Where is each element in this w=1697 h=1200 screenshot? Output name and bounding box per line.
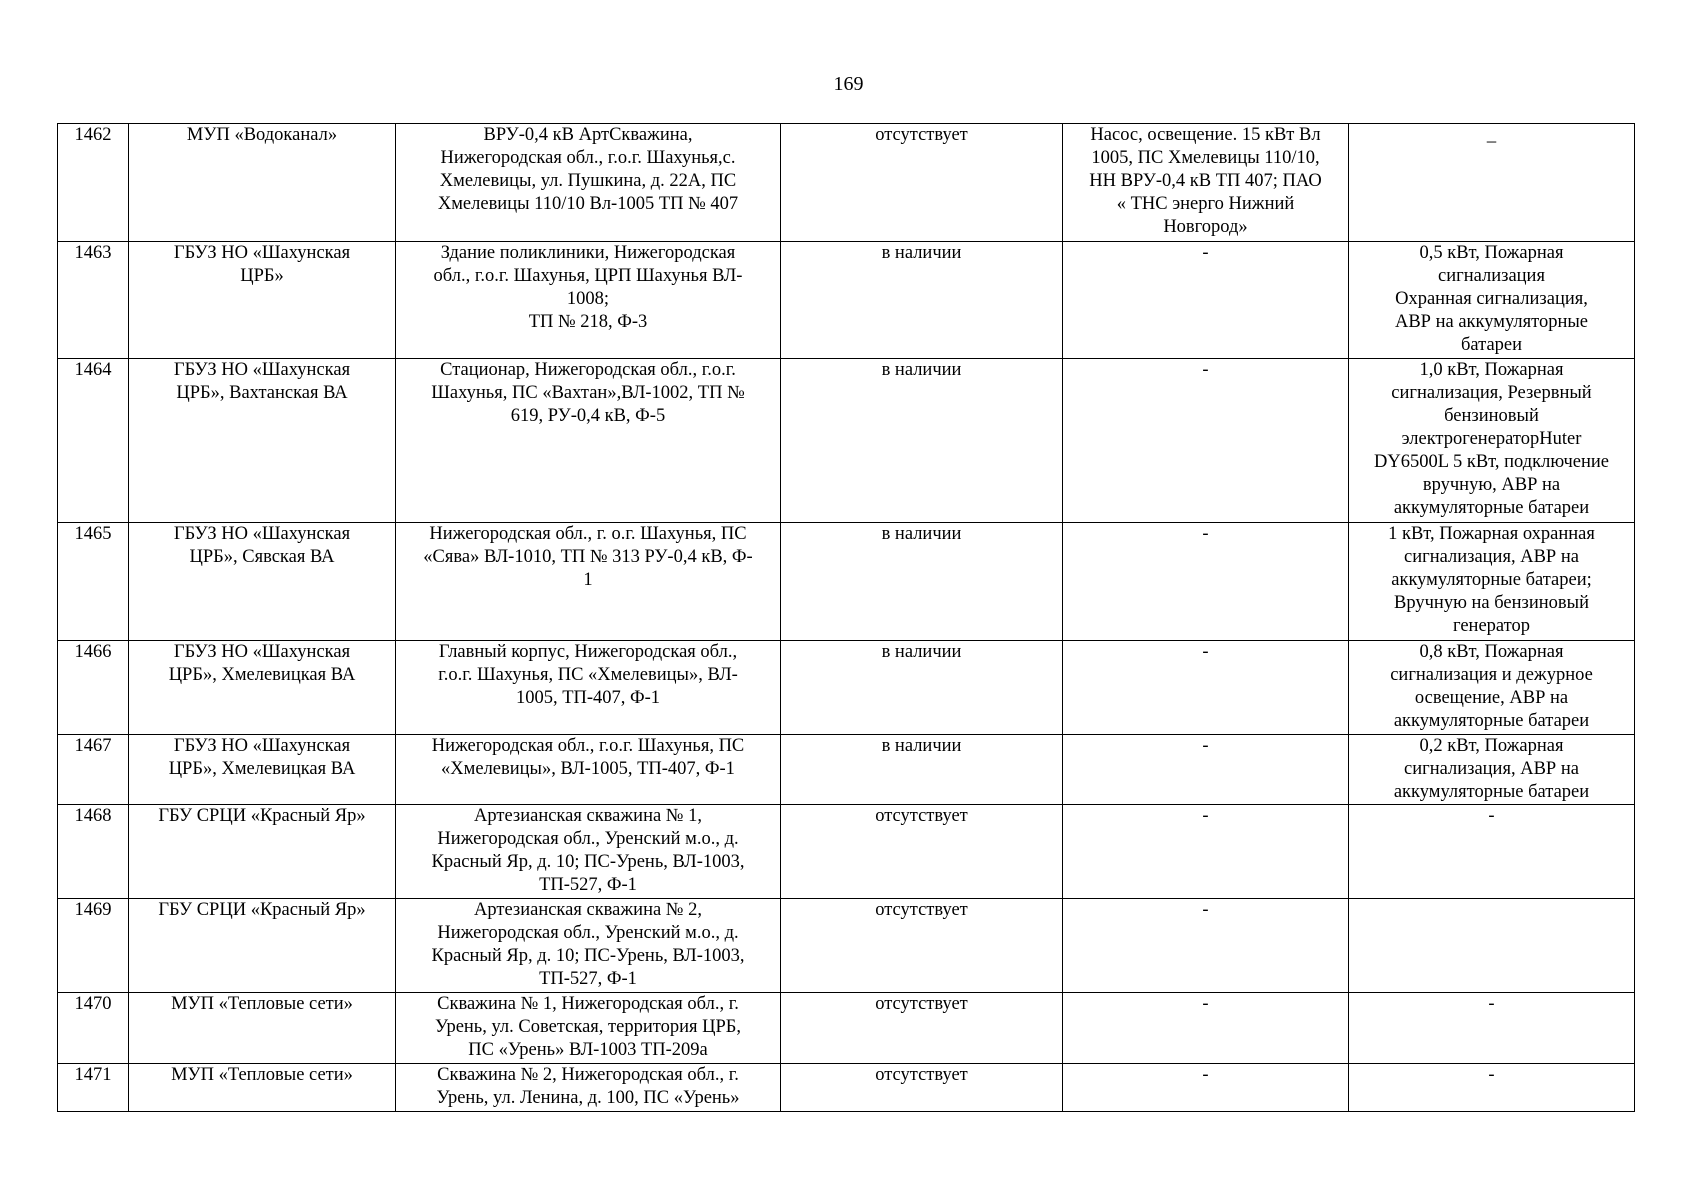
address-cell: Артезианская скважина № 1, Нижегородская обл., Уренский м.о., д. Красный Яр, д. 10; ПС-Урень, ВЛ-1003, ТП-527, Ф-1 — [396, 805, 781, 899]
reserve-status-cell: отсутствует — [781, 899, 1063, 993]
organization-cell: МУП «Водоканал» — [129, 124, 396, 242]
note-cell — [1349, 899, 1635, 993]
table-row — [58, 359, 1635, 523]
organization-cell: ГБУ СРЦИ «Красный Яр» — [129, 805, 396, 899]
address-cell: Артезианская скважина № 2, Нижегородская обл., Уренский м.о., д. Красный Яр, д. 10; ПС-Урень, ВЛ-1003, ТП-527, Ф-1 — [396, 899, 781, 993]
note-cell: - — [1349, 993, 1635, 1064]
note-cell: 0,5 кВт, Пожарная сигнализация Охранная сигнализация, АВР на аккумуляторные батареи — [1349, 242, 1635, 359]
address-cell: Скважина № 1, Нижегородская обл., г. Урень, ул. Советская, территория ЦРБ, ПС «Урень» ВЛ-1003 ТП-209а — [396, 993, 781, 1064]
row-number-cell: 1463 — [58, 242, 129, 359]
load-cell: - — [1063, 899, 1349, 993]
address-cell: Скважина № 2, Нижегородская обл., г. Урень, ул. Ленина, д. 100, ПС «Урень» — [396, 1064, 781, 1112]
row-number-cell: 1471 — [58, 1064, 129, 1112]
reserve-status-cell: отсутствует — [781, 1064, 1063, 1112]
load-cell: - — [1063, 523, 1349, 641]
address-cell: ВРУ-0,4 кВ АртСкважина, Нижегородская обл., г.о.г. Шахунья,с. Хмелевицы, ул. Пушкина, д. 22А, ПС Хмелевицы 110/10 Вл-1005 ТП № 407 — [396, 124, 781, 242]
row-number-cell: 1468 — [58, 805, 129, 899]
load-cell: - — [1063, 359, 1349, 523]
table-row — [58, 993, 1635, 1064]
note-cell: 1 кВт, Пожарная охранная сигнализация, АВР на аккумуляторные батареи; Вручную на бензиновый генератор — [1349, 523, 1635, 641]
reserve-status-cell: в наличии — [781, 359, 1063, 523]
reserve-status-cell: в наличии — [781, 523, 1063, 641]
note-cell: - — [1349, 1064, 1635, 1112]
load-cell: - — [1063, 1064, 1349, 1112]
organization-cell: ГБУ СРЦИ «Красный Яр» — [129, 899, 396, 993]
table-row — [58, 735, 1635, 805]
reserve-status-cell: отсутствует — [781, 805, 1063, 899]
table-row — [58, 899, 1635, 993]
row-number-cell: 1464 — [58, 359, 129, 523]
load-cell: - — [1063, 993, 1349, 1064]
organization-cell: ГБУЗ НО «Шахунская ЦРБ», Хмелевицкая ВА — [129, 735, 396, 805]
facilities-table — [57, 123, 1635, 1112]
row-number-cell: 1467 — [58, 735, 129, 805]
address-cell: Здание поликлиники, Нижегородская обл., г.о.г. Шахунья, ЦРП Шахунья ВЛ- 1008; ТП № 218, Ф-3 — [396, 242, 781, 359]
reserve-status-cell: в наличии — [781, 735, 1063, 805]
note-cell: 1,0 кВт, Пожарная сигнализация, Резервный бензиновый электрогенераторHuter DY6500L 5 кВт, подключение вручную, АВР на аккумуляторные батареи — [1349, 359, 1635, 523]
load-cell: - — [1063, 641, 1349, 735]
row-number-cell: 1466 — [58, 641, 129, 735]
note-cell: 0,2 кВт, Пожарная сигнализация, АВР на аккумуляторные батареи — [1349, 735, 1635, 805]
table-row — [58, 1064, 1635, 1112]
table-row — [58, 805, 1635, 899]
table-row — [58, 242, 1635, 359]
note-cell: - — [1349, 805, 1635, 899]
table-row — [58, 124, 1635, 242]
organization-cell: ГБУЗ НО «Шахунская ЦРБ», Хмелевицкая ВА — [129, 641, 396, 735]
note-cell: 0,8 кВт, Пожарная сигнализация и дежурное освещение, АВР на аккумуляторные батареи — [1349, 641, 1635, 735]
load-cell: - — [1063, 735, 1349, 805]
address-cell: Нижегородская обл., г.о.г. Шахунья, ПС «Хмелевицы», ВЛ-1005, ТП-407, Ф-1 — [396, 735, 781, 805]
reserve-status-cell: отсутствует — [781, 993, 1063, 1064]
organization-cell: МУП «Тепловые сети» — [129, 993, 396, 1064]
row-number-cell: 1469 — [58, 899, 129, 993]
address-cell: Стационар, Нижегородская обл., г.о.г. Шахунья, ПС «Вахтан»,ВЛ-1002, ТП № 619, РУ-0,4 кВ, Ф-5 — [396, 359, 781, 523]
page-number: 169 — [833, 73, 864, 95]
organization-cell: ГБУЗ НО «Шахунская ЦРБ», Сявская ВА — [129, 523, 396, 641]
address-cell: Главный корпус, Нижегородская обл., г.о.г. Шахунья, ПС «Хмелевицы», ВЛ- 1005, ТП-407, Ф-1 — [396, 641, 781, 735]
organization-cell: МУП «Тепловые сети» — [129, 1064, 396, 1112]
reserve-status-cell: в наличии — [781, 641, 1063, 735]
table-row — [58, 523, 1635, 641]
table-row — [58, 641, 1635, 735]
address-cell: Нижегородская обл., г. о.г. Шахунья, ПС «Сява» ВЛ-1010, ТП № 313 РУ-0,4 кВ, Ф- 1 — [396, 523, 781, 641]
reserve-status-cell: отсутствует — [781, 124, 1063, 242]
organization-cell: ГБУЗ НО «Шахунская ЦРБ», Вахтанская ВА — [129, 359, 396, 523]
reserve-status-cell: в наличии — [781, 242, 1063, 359]
row-number-cell: 1462 — [58, 124, 129, 242]
load-cell: - — [1063, 242, 1349, 359]
row-number-cell: 1465 — [58, 523, 129, 641]
row-number-cell: 1470 — [58, 993, 129, 1064]
load-cell: - — [1063, 805, 1349, 899]
organization-cell: ГБУЗ НО «Шахунская ЦРБ» — [129, 242, 396, 359]
load-cell: Насос, освещение. 15 кВт Вл 1005, ПС Хмелевицы 110/10, НН ВРУ-0,4 кВ ТП 407; ПАО « ТНС энерго Нижний Новгород» — [1063, 124, 1349, 242]
note-cell: _ — [1349, 124, 1635, 242]
